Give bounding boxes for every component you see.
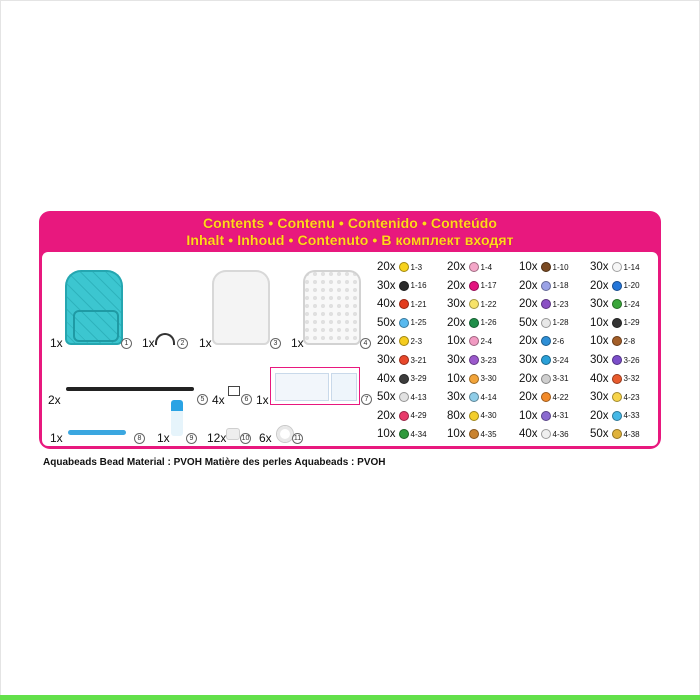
bead-code: 1-21 xyxy=(410,299,427,309)
bead-color-icon xyxy=(612,318,622,328)
bead-code: 2-3 xyxy=(410,336,423,346)
bead-color-icon xyxy=(469,392,479,402)
bead-qty: 30x xyxy=(590,298,609,311)
bead-color-icon xyxy=(399,411,409,421)
bead-qty: 30x xyxy=(590,391,609,404)
bead-color-icon xyxy=(469,374,479,384)
bead-color-icon xyxy=(541,262,551,272)
bead-item xyxy=(447,407,497,425)
bead-item xyxy=(377,314,427,332)
bead-color-icon xyxy=(399,392,409,402)
bead-qty: 50x xyxy=(377,391,396,404)
component-number: 4 xyxy=(360,338,371,349)
bead-code: 3-30 xyxy=(480,374,497,384)
component-number: 9 xyxy=(186,433,197,444)
component-qty: 1x xyxy=(50,336,63,350)
bead-color-icon xyxy=(541,355,551,365)
bead-color-icon xyxy=(469,299,479,309)
bottom-accent-line xyxy=(0,695,700,700)
bead-color-icon xyxy=(612,374,622,384)
bead-qty: 20x xyxy=(519,279,538,292)
bead-color-icon xyxy=(541,411,551,421)
bead-code: 3-26 xyxy=(623,355,640,365)
bead-code: 4-36 xyxy=(552,429,569,439)
bead-item xyxy=(377,370,427,388)
component-number: 5 xyxy=(197,394,208,405)
bead-code: 1-28 xyxy=(552,318,569,328)
bead-qty: 10x xyxy=(447,372,466,385)
bead-item xyxy=(447,332,492,350)
bead-item xyxy=(447,258,492,276)
bead-item xyxy=(377,332,422,350)
bead-qty: 40x xyxy=(519,428,538,441)
bead-item xyxy=(590,258,640,276)
bead-item xyxy=(590,370,640,388)
bead-qty: 30x xyxy=(447,391,466,404)
bead-qty: 80x xyxy=(447,409,466,422)
bead-item xyxy=(377,295,427,313)
bead-code: 2-8 xyxy=(623,336,636,346)
bead-color-icon xyxy=(399,336,409,346)
small-piece-icon xyxy=(228,386,240,396)
component-qty: 1x xyxy=(142,336,155,350)
bead-qty: 40x xyxy=(377,372,396,385)
bead-color-icon xyxy=(399,318,409,328)
bead-qty: 50x xyxy=(590,428,609,441)
bead-code: 1-29 xyxy=(623,318,640,328)
bead-qty: 20x xyxy=(377,409,396,422)
bead-item xyxy=(590,425,640,443)
bead-qty: 10x xyxy=(590,335,609,348)
bead-qty: 20x xyxy=(519,391,538,404)
bead-qty: 30x xyxy=(447,354,466,366)
pegboard-icon xyxy=(303,270,361,345)
bead-code: 1-26 xyxy=(480,318,497,328)
bead-qty: 20x xyxy=(519,335,538,348)
bead-qty: 20x xyxy=(377,261,396,273)
component-qty: 1x xyxy=(291,336,304,350)
bead-item xyxy=(447,295,497,313)
component-number: 11 xyxy=(293,435,302,442)
bead-qty: 10x xyxy=(447,335,466,348)
bead-color-icon xyxy=(612,411,622,421)
bead-item xyxy=(519,332,564,350)
bead-code: 4-31 xyxy=(552,411,569,421)
bead-item xyxy=(590,351,640,369)
bead-item xyxy=(519,370,569,388)
ring-icon xyxy=(277,426,293,442)
bead-color-icon xyxy=(612,281,622,291)
bead-color-icon xyxy=(399,281,409,291)
bead-item xyxy=(519,314,569,332)
bead-item xyxy=(377,407,427,425)
contents-title-line2: Inhalt • Inhoud • Contenuto • В комплект входят xyxy=(186,232,514,248)
bead-code: 4-38 xyxy=(623,429,640,439)
bead-color-icon xyxy=(469,429,479,439)
bead-color-icon xyxy=(541,299,551,309)
bead-code: 4-30 xyxy=(480,411,497,421)
component-number: 6 xyxy=(241,394,252,405)
bead-qty: 10x xyxy=(519,261,538,273)
bead-qty: 50x xyxy=(377,316,396,329)
bead-item xyxy=(519,295,569,313)
bead-code: 1-18 xyxy=(552,281,569,291)
bead-color-icon xyxy=(541,429,551,439)
bead-item xyxy=(590,314,640,332)
bead-color-icon xyxy=(399,374,409,384)
bead-qty: 10x xyxy=(447,428,466,441)
bead-code: 2-6 xyxy=(552,336,565,346)
bead-item xyxy=(377,351,427,369)
bead-color-icon xyxy=(399,355,409,365)
bead-qty: 20x xyxy=(447,316,466,329)
bead-item xyxy=(447,277,497,295)
bead-color-icon xyxy=(541,281,551,291)
tray-icon xyxy=(226,428,240,440)
bead-color-icon xyxy=(469,281,479,291)
bead-code: 4-13 xyxy=(410,392,427,402)
white-backpack-icon xyxy=(212,270,270,345)
bead-item xyxy=(590,277,640,295)
bead-code: 4-22 xyxy=(552,392,569,402)
bead-color-icon xyxy=(469,262,479,272)
bead-color-icon xyxy=(469,411,479,421)
bead-qty: 40x xyxy=(377,298,396,311)
bead-code: 3-24 xyxy=(552,355,569,365)
component-number: 1 xyxy=(121,338,132,349)
bead-code: 1-23 xyxy=(552,299,569,309)
component-qty: 2x xyxy=(48,393,61,407)
bead-code: 4-23 xyxy=(623,392,640,402)
bar-icon xyxy=(66,387,194,391)
bead-code: 1-16 xyxy=(410,281,427,291)
bead-color-icon xyxy=(612,299,622,309)
component-number: 2 xyxy=(177,338,188,349)
bead-item xyxy=(590,388,640,406)
bead-code: 1-14 xyxy=(623,262,640,272)
bead-color-icon xyxy=(612,336,622,346)
bead-code: 1-20 xyxy=(623,281,640,291)
bead-item xyxy=(377,388,427,406)
bead-item xyxy=(377,277,427,295)
bead-item xyxy=(377,258,422,276)
bead-color-icon xyxy=(612,392,622,402)
bead-item xyxy=(377,425,427,443)
bead-item xyxy=(447,388,497,406)
bead-item xyxy=(519,277,569,295)
bead-item xyxy=(519,425,569,443)
bead-item xyxy=(447,314,497,332)
bead-code: 1-3 xyxy=(410,262,423,272)
bead-color-icon xyxy=(399,429,409,439)
bead-item xyxy=(447,351,497,369)
contents-title-line1: Contents • Contenu • Contenido • Conteúdo xyxy=(202,215,498,231)
material-note: Aquabeads Bead Material : PVOH Matière des perles Aquabeads : PVOH xyxy=(43,457,386,468)
bead-item xyxy=(519,407,569,425)
bead-code: 1-10 xyxy=(552,262,569,272)
bead-code: 1-4 xyxy=(480,262,493,272)
bead-color-icon xyxy=(469,318,479,328)
bead-code: 4-14 xyxy=(480,392,497,402)
component-qty: 12x xyxy=(207,431,227,445)
component-qty: 1x xyxy=(199,336,212,350)
bead-color-icon xyxy=(612,429,622,439)
bead-qty: 20x xyxy=(590,409,609,422)
bead-qty: 40x xyxy=(590,372,609,385)
bead-code: 1-17 xyxy=(480,281,497,291)
bead-code: 3-32 xyxy=(623,374,640,384)
bead-item xyxy=(519,351,569,369)
bead-code: 1-25 xyxy=(410,318,427,328)
bead-qty: 30x xyxy=(519,354,538,366)
teal-backpack-icon xyxy=(65,270,123,345)
bead-item xyxy=(590,332,635,350)
bead-item xyxy=(447,370,497,388)
bead-qty: 30x xyxy=(590,261,609,273)
bead-item xyxy=(519,388,569,406)
component-qty: 1x xyxy=(50,431,63,445)
bead-code: 1-22 xyxy=(480,299,497,309)
bead-color-icon xyxy=(541,374,551,384)
bead-code: 1-24 xyxy=(623,299,640,309)
bead-qty: 30x xyxy=(447,298,466,311)
bead-color-icon xyxy=(541,392,551,402)
bead-qty: 10x xyxy=(377,428,396,441)
bead-code: 3-29 xyxy=(410,374,427,384)
bead-qty: 30x xyxy=(377,354,396,366)
bead-code: 3-23 xyxy=(480,355,497,365)
bead-color-icon xyxy=(469,355,479,365)
bead-pen-icon xyxy=(68,430,126,435)
bead-code: 4-29 xyxy=(410,411,427,421)
bead-code: 4-33 xyxy=(623,411,640,421)
bead-qty: 20x xyxy=(447,279,466,292)
bead-code: 4-34 xyxy=(410,429,427,439)
component-qty: 6x xyxy=(259,431,272,445)
spray-bottle-icon xyxy=(171,400,183,436)
bead-qty: 20x xyxy=(519,372,538,385)
bead-qty: 20x xyxy=(519,298,538,311)
bead-color-icon xyxy=(541,336,551,346)
bead-color-icon xyxy=(399,299,409,309)
bead-item xyxy=(447,425,497,443)
design-sheet-icon xyxy=(270,367,360,405)
component-qty: 1x xyxy=(157,431,170,445)
component-qty: 4x xyxy=(212,393,225,407)
bead-qty: 20x xyxy=(447,261,466,273)
bead-item xyxy=(519,258,569,276)
bead-color-icon xyxy=(399,262,409,272)
bead-qty: 30x xyxy=(377,279,396,292)
component-number: 7 xyxy=(361,394,372,405)
component-qty: 1x xyxy=(256,393,269,407)
bead-item xyxy=(590,407,640,425)
bead-color-icon xyxy=(612,355,622,365)
component-number: 10 xyxy=(241,435,250,442)
bead-code: 2-4 xyxy=(480,336,493,346)
bead-qty: 20x xyxy=(590,279,609,292)
component-number: 3 xyxy=(270,338,281,349)
bead-color-icon xyxy=(541,318,551,328)
bead-qty: 50x xyxy=(519,316,538,329)
bead-code: 4-35 xyxy=(480,429,497,439)
bead-code: 3-31 xyxy=(552,374,569,384)
bead-color-icon xyxy=(612,262,622,272)
bead-item xyxy=(590,295,640,313)
bead-qty: 10x xyxy=(519,409,538,422)
bead-qty: 30x xyxy=(590,354,609,366)
bead-code: 3-21 xyxy=(410,355,427,365)
bead-qty: 20x xyxy=(377,335,396,348)
component-number: 8 xyxy=(134,433,145,444)
bead-qty: 10x xyxy=(590,316,609,329)
bead-color-icon xyxy=(469,336,479,346)
